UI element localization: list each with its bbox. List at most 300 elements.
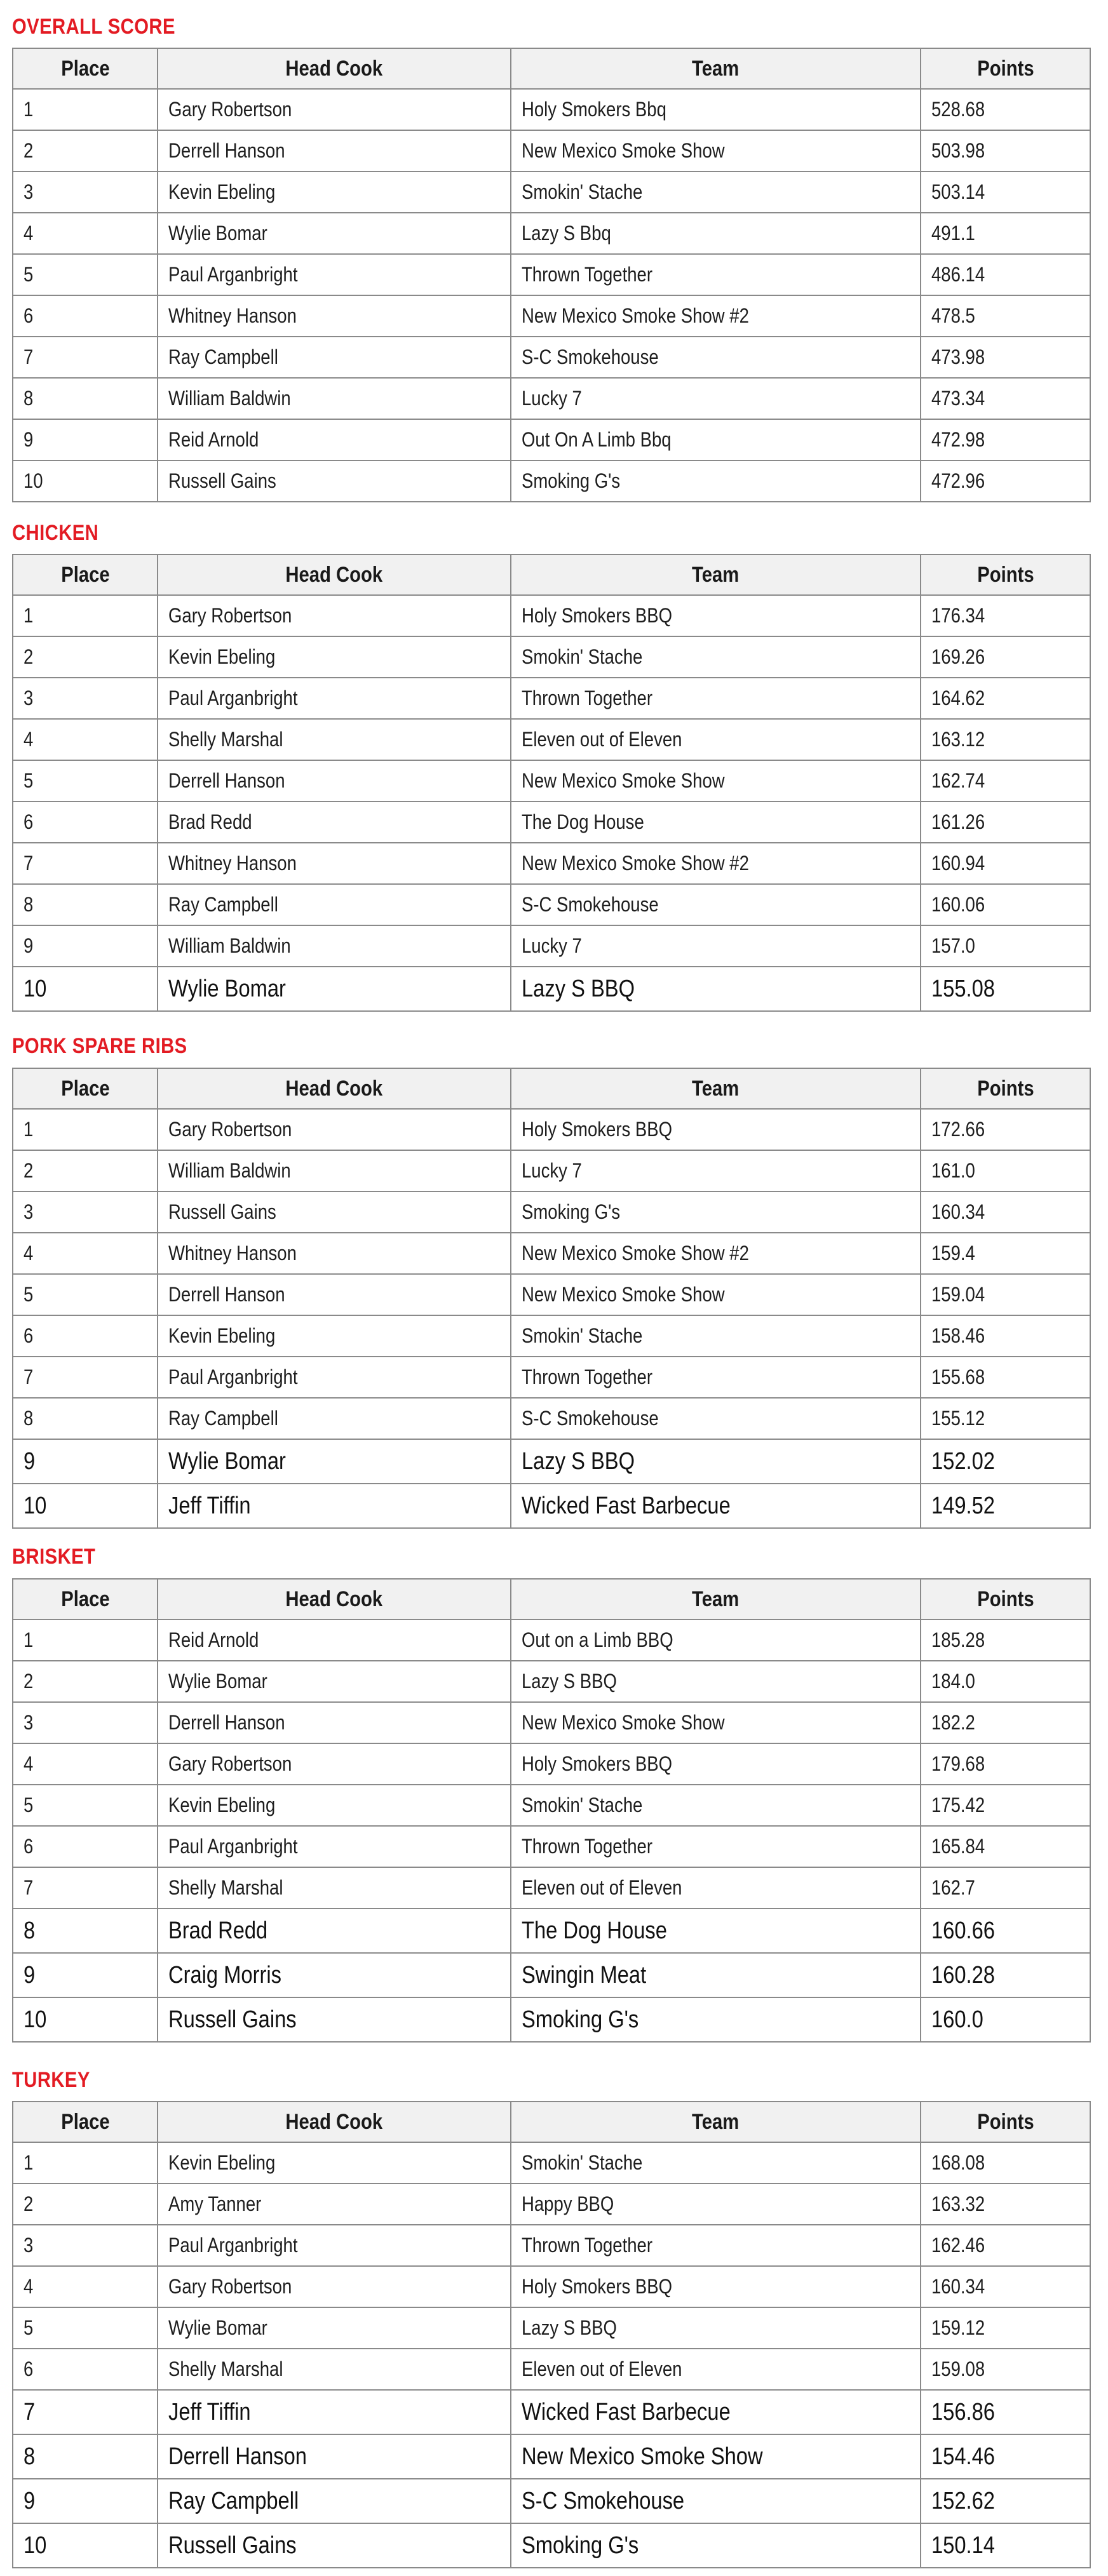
team-cell [511, 1484, 921, 1528]
place-value: 4 [24, 1242, 34, 1265]
table-row [13, 2390, 1090, 2434]
place-value: 3 [24, 180, 34, 203]
team-cell [511, 1785, 921, 1826]
team-value: S-C Smokehouse [522, 2487, 685, 2514]
head-cook-cell [158, 1702, 511, 1743]
place-cell [13, 2523, 158, 2568]
points-value: 161.26 [931, 810, 985, 833]
place-value: 9 [24, 934, 34, 957]
head-cook-value: Paul Arganbright [168, 1835, 298, 1858]
table-row [13, 419, 1090, 460]
head-cook-value: Wylie Bomar [168, 1670, 267, 1693]
head-cook-cell [158, 378, 511, 419]
table-row [13, 254, 1090, 295]
place-value: 5 [24, 1794, 34, 1816]
points-value: 486.14 [931, 263, 985, 286]
head-cook-value: Russell Gains [168, 1200, 276, 1223]
head-cook-value: Wylie Bomar [168, 1447, 286, 1475]
points-value: 155.68 [931, 1365, 985, 1388]
team-value: Lazy S Bbq [522, 222, 611, 245]
points-value: 157.0 [931, 934, 975, 957]
place-cell [13, 884, 158, 925]
team-cell [511, 2225, 921, 2266]
points-value: 158.46 [931, 1324, 985, 1347]
table-row [13, 1620, 1090, 1661]
points-cell [921, 2479, 1090, 2523]
team-value: Holy Smokers Bbq [522, 98, 666, 121]
points-value: 152.02 [931, 1447, 995, 1475]
section-title-overall-score: OVERALL SCORE [12, 15, 175, 39]
place-cell [13, 1191, 158, 1233]
team-value: Thrown Together [522, 263, 653, 286]
points-value: 152.62 [931, 2487, 995, 2514]
head-cook-value: Kevin Ebeling [168, 180, 276, 203]
team-value: Holy Smokers BBQ [522, 2275, 673, 2298]
team-value: New Mexico Smoke Show [522, 139, 725, 162]
place-value: 5 [24, 769, 34, 792]
place-cell [13, 760, 158, 802]
team-cell [511, 460, 921, 502]
column-header-head-cook [158, 48, 511, 89]
table-row [13, 678, 1090, 719]
table-row [13, 1274, 1090, 1315]
table-row [13, 1109, 1090, 1150]
head-cook-cell [158, 1357, 511, 1398]
head-cook-cell [158, 2479, 511, 2523]
head-cook-value: Jeff Tiffin [168, 1492, 251, 1519]
points-value: 528.68 [931, 98, 985, 121]
head-cook-cell [158, 337, 511, 378]
place-value: 7 [24, 1876, 34, 1899]
table-row [13, 2307, 1090, 2349]
points-value: 163.12 [931, 728, 985, 751]
place-value: 7 [24, 1365, 34, 1388]
team-value: Smoking G's [522, 2532, 639, 2559]
team-value: Wicked Fast Barbecue [522, 1492, 731, 1519]
team-cell [511, 1439, 921, 1484]
points-cell [921, 760, 1090, 802]
team-cell [511, 802, 921, 843]
team-value: Smokin' Stache [522, 2151, 643, 2174]
points-value: 162.46 [931, 2234, 985, 2257]
points-value: 159.4 [931, 1242, 975, 1265]
column-header-team [511, 48, 921, 89]
place-value: 10 [24, 469, 43, 492]
points-value: 159.04 [931, 1283, 985, 1306]
team-value: New Mexico Smoke Show #2 [522, 304, 749, 327]
team-value: Holy Smokers BBQ [522, 1752, 673, 1775]
head-cook-value: Whitney Hanson [168, 304, 297, 327]
column-header-label: Place [60, 2109, 110, 2134]
team-cell [511, 2390, 921, 2434]
team-cell [511, 295, 921, 337]
table-row [13, 2225, 1090, 2266]
head-cook-cell [158, 678, 511, 719]
head-cook-value: Derrell Hanson [168, 2443, 307, 2470]
points-cell [921, 925, 1090, 967]
column-header-head-cook [158, 2102, 511, 2142]
column-header-place [13, 48, 158, 89]
results-table-overall-score [12, 48, 1091, 502]
table-row [13, 1997, 1090, 2042]
place-cell [13, 1909, 158, 1953]
results-table-chicken [12, 554, 1091, 1012]
place-cell [13, 2307, 158, 2349]
team-value: Lucky 7 [522, 934, 582, 957]
head-cook-cell [158, 460, 511, 502]
head-cook-cell [158, 1484, 511, 1528]
column-header-label: Place [60, 1587, 110, 1611]
team-cell [511, 171, 921, 213]
team-value: Lazy S BBQ [522, 1670, 617, 1693]
team-value: Eleven out of Eleven [522, 728, 682, 751]
head-cook-cell [158, 925, 511, 967]
head-cook-value: Kevin Ebeling [168, 1324, 276, 1347]
points-value: 160.28 [931, 1961, 995, 1989]
column-header-label: Head Cook [285, 56, 383, 81]
team-value: New Mexico Smoke Show [522, 769, 725, 792]
points-cell [921, 1867, 1090, 1909]
points-cell [921, 843, 1090, 884]
head-cook-cell [158, 171, 511, 213]
team-cell [511, 760, 921, 802]
column-header-team [511, 554, 921, 595]
points-cell [921, 2434, 1090, 2479]
team-value: Lazy S BBQ [522, 1447, 635, 1475]
place-cell [13, 2225, 158, 2266]
head-cook-value: Gary Robertson [168, 98, 292, 121]
points-value: 172.66 [931, 1118, 985, 1141]
place-cell [13, 1997, 158, 2042]
head-cook-cell [158, 1109, 511, 1150]
place-cell [13, 925, 158, 967]
column-header-label: Head Cook [285, 1587, 383, 1611]
points-cell [921, 460, 1090, 502]
points-cell [921, 213, 1090, 254]
place-cell [13, 460, 158, 502]
head-cook-value: Whitney Hanson [168, 852, 297, 875]
head-cook-cell [158, 2225, 511, 2266]
head-cook-cell [158, 89, 511, 130]
head-cook-value: Shelly Marshal [168, 728, 283, 751]
column-header-label: Points [976, 1076, 1034, 1101]
points-cell [921, 1233, 1090, 1274]
place-cell [13, 1484, 158, 1528]
place-value: 2 [24, 2192, 34, 2215]
points-value: 160.0 [931, 2006, 983, 2033]
place-value: 8 [24, 387, 34, 410]
points-cell [921, 1150, 1090, 1191]
place-value: 1 [24, 604, 34, 627]
points-cell [921, 89, 1090, 130]
head-cook-value: Paul Arganbright [168, 263, 298, 286]
table-row [13, 1357, 1090, 1398]
team-cell [511, 130, 921, 171]
column-header-label: Place [60, 1076, 110, 1101]
place-value: 6 [24, 2358, 34, 2380]
table-row [13, 1484, 1090, 1528]
table-row [13, 884, 1090, 925]
place-value: 3 [24, 687, 34, 709]
team-cell [511, 2307, 921, 2349]
head-cook-value: Paul Arganbright [168, 1365, 298, 1388]
head-cook-cell [158, 1785, 511, 1826]
points-value: 165.84 [931, 1835, 985, 1858]
head-cook-cell [158, 967, 511, 1011]
place-cell [13, 2390, 158, 2434]
points-value: 472.98 [931, 428, 985, 451]
head-cook-value: Gary Robertson [168, 604, 292, 627]
points-value: 491.1 [931, 222, 975, 245]
column-header-head-cook [158, 554, 511, 595]
team-cell [511, 2434, 921, 2479]
points-cell [921, 1620, 1090, 1661]
head-cook-value: Ray Campbell [168, 893, 278, 916]
head-cook-value: Gary Robertson [168, 1118, 292, 1141]
head-cook-value: Reid Arnold [168, 1628, 259, 1651]
points-value: 154.46 [931, 2443, 995, 2470]
results-table-pork-spare-ribs [12, 1068, 1091, 1529]
points-cell [921, 2184, 1090, 2225]
team-value: Smokin' Stache [522, 180, 643, 203]
team-cell [511, 1953, 921, 1997]
head-cook-cell [158, 1909, 511, 1953]
points-value: 159.08 [931, 2358, 985, 2380]
place-cell [13, 967, 158, 1011]
table-row [13, 2142, 1090, 2184]
table-header-row [13, 48, 1090, 89]
place-cell [13, 1150, 158, 1191]
head-cook-value: Derrell Hanson [168, 139, 285, 162]
table-row [13, 967, 1090, 1011]
head-cook-cell [158, 254, 511, 295]
table-row [13, 1315, 1090, 1357]
points-value: 503.98 [931, 139, 985, 162]
team-cell [511, 884, 921, 925]
place-cell [13, 1274, 158, 1315]
head-cook-cell [158, 2434, 511, 2479]
points-cell [921, 2266, 1090, 2307]
head-cook-value: Wylie Bomar [168, 2316, 267, 2339]
results-table-turkey [12, 2101, 1091, 2568]
place-value: 4 [24, 2275, 34, 2298]
place-value: 9 [24, 1447, 36, 1475]
team-cell [511, 1826, 921, 1867]
place-value: 1 [24, 1628, 34, 1651]
place-cell [13, 1826, 158, 1867]
team-value: Holy Smokers BBQ [522, 1118, 673, 1141]
points-cell [921, 295, 1090, 337]
head-cook-cell [158, 1398, 511, 1439]
table-row [13, 130, 1090, 171]
team-value: Lazy S BBQ [522, 2316, 617, 2339]
points-cell [921, 2523, 1090, 2568]
head-cook-value: Kevin Ebeling [168, 645, 276, 668]
table-row [13, 843, 1090, 884]
points-cell [921, 1357, 1090, 1398]
team-value: Out on a Limb BBQ [522, 1628, 673, 1651]
place-value: 5 [24, 1283, 34, 1306]
team-cell [511, 1702, 921, 1743]
points-value: 182.2 [931, 1711, 975, 1734]
head-cook-value: Whitney Hanson [168, 1242, 297, 1265]
head-cook-value: Paul Arganbright [168, 2234, 298, 2257]
points-cell [921, 1785, 1090, 1826]
place-value: 6 [24, 304, 34, 327]
points-value: 162.7 [931, 1876, 975, 1899]
head-cook-cell [158, 2307, 511, 2349]
place-value: 3 [24, 2234, 34, 2257]
place-cell [13, 295, 158, 337]
head-cook-value: Gary Robertson [168, 1752, 292, 1775]
section-title-brisket: BRISKET [12, 1545, 96, 1569]
team-cell [511, 1315, 921, 1357]
points-cell [921, 2390, 1090, 2434]
column-header-label: Team [692, 2109, 740, 2134]
head-cook-value: Brad Redd [168, 810, 252, 833]
head-cook-cell [158, 1661, 511, 1702]
table-header-row [13, 1579, 1090, 1620]
head-cook-cell [158, 1150, 511, 1191]
table-row [13, 1953, 1090, 1997]
team-cell [511, 2184, 921, 2225]
column-header-label: Points [976, 2109, 1034, 2134]
place-value: 1 [24, 98, 34, 121]
head-cook-cell [158, 2523, 511, 2568]
place-value: 10 [24, 2006, 47, 2033]
team-value: New Mexico Smoke Show #2 [522, 1242, 749, 1265]
table-row [13, 2434, 1090, 2479]
column-header-label: Points [976, 562, 1034, 587]
points-cell [921, 1439, 1090, 1484]
place-value: 9 [24, 428, 34, 451]
place-cell [13, 2479, 158, 2523]
head-cook-value: Reid Arnold [168, 428, 259, 451]
team-cell [511, 1274, 921, 1315]
head-cook-value: Brad Redd [168, 1917, 268, 1944]
head-cook-cell [158, 1997, 511, 2042]
section-title-pork-spare-ribs: PORK SPARE RIBS [12, 1034, 187, 1058]
points-value: 160.66 [931, 1917, 995, 1944]
section-title-chicken: CHICKEN [12, 521, 99, 545]
points-value: 160.06 [931, 893, 985, 916]
place-cell [13, 2434, 158, 2479]
place-value: 5 [24, 263, 34, 286]
points-cell [921, 719, 1090, 760]
place-value: 7 [24, 2398, 36, 2425]
table-row [13, 1233, 1090, 1274]
column-header-label: Place [60, 562, 110, 587]
table-row [13, 1785, 1090, 1826]
column-header-place [13, 1579, 158, 1620]
place-cell [13, 1439, 158, 1484]
team-cell [511, 843, 921, 884]
column-header-points [921, 2102, 1090, 2142]
team-cell [511, 678, 921, 719]
place-cell [13, 1357, 158, 1398]
points-cell [921, 678, 1090, 719]
points-cell [921, 419, 1090, 460]
team-value: Thrown Together [522, 1835, 653, 1858]
table-row [13, 1150, 1090, 1191]
points-value: 169.26 [931, 645, 985, 668]
head-cook-value: Derrell Hanson [168, 1711, 285, 1734]
team-value: New Mexico Smoke Show [522, 2443, 763, 2470]
points-value: 472.96 [931, 469, 985, 492]
team-value: Lucky 7 [522, 1159, 582, 1182]
table-row [13, 925, 1090, 967]
head-cook-value: Russell Gains [168, 2006, 297, 2033]
table-row [13, 2266, 1090, 2307]
head-cook-value: William Baldwin [168, 1159, 291, 1182]
points-value: 179.68 [931, 1752, 985, 1775]
team-cell [511, 1743, 921, 1785]
head-cook-value: Ray Campbell [168, 345, 278, 368]
team-cell [511, 1109, 921, 1150]
table-row [13, 802, 1090, 843]
place-cell [13, 595, 158, 636]
team-cell [511, 1150, 921, 1191]
team-cell [511, 1909, 921, 1953]
place-cell [13, 1702, 158, 1743]
head-cook-value: Russell Gains [168, 469, 276, 492]
head-cook-cell [158, 213, 511, 254]
head-cook-cell [158, 2390, 511, 2434]
points-value: 184.0 [931, 1670, 975, 1693]
place-value: 7 [24, 852, 34, 875]
team-value: Thrown Together [522, 1365, 653, 1388]
place-value: 3 [24, 1200, 34, 1223]
team-value: Smokin' Stache [522, 1794, 643, 1816]
head-cook-value: Wylie Bomar [168, 222, 267, 245]
points-cell [921, 636, 1090, 678]
points-value: 185.28 [931, 1628, 985, 1651]
place-value: 9 [24, 2487, 36, 2514]
table-row [13, 460, 1090, 502]
place-cell [13, 802, 158, 843]
place-value: 2 [24, 1159, 34, 1182]
head-cook-value: Derrell Hanson [168, 1283, 285, 1306]
points-cell [921, 1702, 1090, 1743]
place-cell [13, 1785, 158, 1826]
table-header-row [13, 2102, 1090, 2142]
column-header-place [13, 1068, 158, 1109]
team-cell [511, 2523, 921, 2568]
column-header-label: Team [692, 562, 740, 587]
column-header-label: Place [60, 56, 110, 81]
points-value: 175.42 [931, 1794, 985, 1816]
points-value: 159.12 [931, 2316, 985, 2339]
table-row [13, 1826, 1090, 1867]
place-cell [13, 1661, 158, 1702]
head-cook-value: Jeff Tiffin [168, 2398, 251, 2425]
team-cell [511, 636, 921, 678]
points-cell [921, 254, 1090, 295]
points-value: 160.34 [931, 2275, 985, 2298]
team-value: Eleven out of Eleven [522, 1876, 682, 1899]
place-value: 8 [24, 1407, 34, 1430]
team-value: Smoking G's [522, 1200, 621, 1223]
head-cook-value: Ray Campbell [168, 1407, 278, 1430]
results-table-brisket [12, 1578, 1091, 2043]
table-row [13, 1909, 1090, 1953]
table-row [13, 1191, 1090, 1233]
place-cell [13, 1233, 158, 1274]
place-cell [13, 89, 158, 130]
table-header-row [13, 1068, 1090, 1109]
team-value: Wicked Fast Barbecue [522, 2398, 731, 2425]
table-row [13, 2479, 1090, 2523]
